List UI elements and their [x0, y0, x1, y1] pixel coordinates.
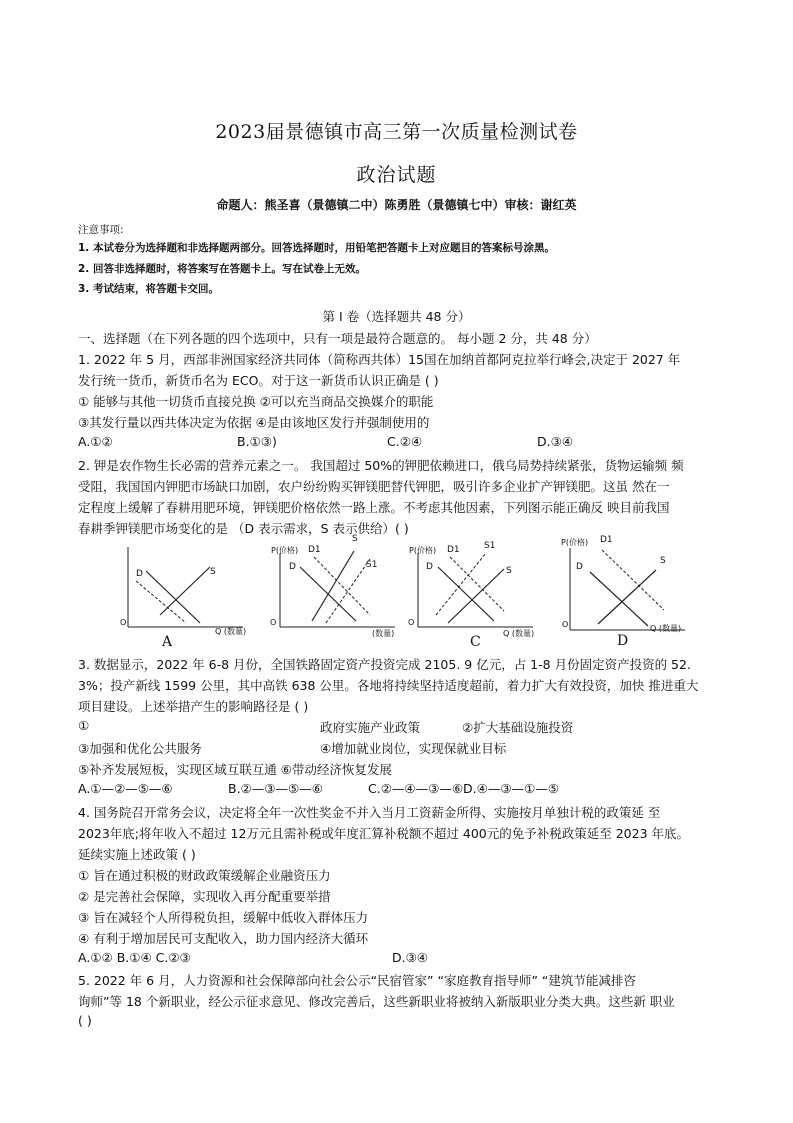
- q1-line-2: 发行统一货币，新货币名为 ECO。对于这一新货币认识正确是 ( ): [78, 373, 439, 388]
- q3-choice-5-6: ⑤补齐发展短板，实现区域互联互通 ⑥带动经济恢复发展: [78, 762, 392, 777]
- notice-item-1: 1. 本试卷分为选择题和非选择题两部分。回答选择题时，用铅笔把答题卡上对应题目的答案标号涂黑。: [78, 242, 555, 254]
- graph-c-label-s: S: [506, 566, 512, 576]
- graph-b-p-axis: P(价格): [271, 546, 299, 555]
- section-title: 第 I 卷（选择题共 48 分）: [322, 309, 471, 324]
- q3-choice-4: ④增加就业岗位，实现保就业目标: [320, 741, 507, 756]
- q1-option-c: C.②④: [387, 434, 423, 449]
- q1-line-1: 1. 2022 年 5 月，西部非洲国家经济共同体（简称西共体）15国在加纳首都阿克拉举行峰会,决定于 2027 年: [78, 352, 681, 367]
- exam-subtitle: 政治试题: [356, 164, 437, 186]
- q2-line-2: 受阻，我国国内钾肥市场缺口加剧，农户纷纷购买钾镁肥替代钾肥，吸引许多企业扩产钾镁肥。这虽 然在一: [78, 479, 670, 494]
- graph-a-letter: A: [162, 634, 173, 650]
- q4-line-2: 2023年底;将年收入不超过 12万元且需补税或年度汇算补税额不超过 400元的免予补税政策延至 2023 年底。: [78, 826, 689, 841]
- q3-option-c-d: C.②—④—③—⑥D.④—③—①—⑤: [368, 781, 559, 796]
- q4-choice-1: ① 旨在通过积极的财政政策缓解企业融资压力: [78, 868, 331, 883]
- q3-choice-1-text: 政府实施产业政策: [320, 720, 421, 735]
- notice-item-2: 2. 回答非选择题时，将答案写在答题卡上。写在试卷上无效。: [78, 263, 366, 275]
- notice-heading: 注意事项:: [78, 224, 124, 236]
- q2-line-4: 春耕季钾镁肥市场变化的是 （D 表示需求，S 表示供给）( ): [78, 521, 409, 536]
- graph-c-label-d: D: [426, 562, 433, 572]
- q3-choice-1-marker: ①: [78, 718, 90, 733]
- graph-b-q-axis: (数量): [372, 629, 395, 638]
- q1-option-d: D.③④: [537, 434, 574, 449]
- exam-title: 2023届景德镇市高三第一次质量检测试卷: [215, 121, 578, 143]
- graph-c-letter: C: [470, 634, 481, 650]
- graph-a-label-s: S: [210, 567, 216, 577]
- graph-c-q-axis: Q (数量): [503, 629, 535, 638]
- q5-line-1: 5. 2022 年 6 月，人力资源和社会保障部向社会公示“民宿管家” “家庭教育指导师” “建筑节能减排咨: [78, 973, 636, 988]
- q2-line-1: 2. 钾是农作物生长必需的营养元素之一。 我国超过 50%的钾肥依赖进口，俄乌局势持续紧张，货物运输频 频: [78, 458, 684, 473]
- graph-b-label-s1: S1: [366, 560, 378, 570]
- graph-c-origin: O: [408, 618, 415, 627]
- q4-line-3: 延续实施上述政策 ( ): [78, 847, 196, 862]
- q4-choice-3: ③ 旨在减轻个人所得税负担，缓解中低收入群体压力: [78, 910, 369, 925]
- graph-a-label-d: D: [136, 569, 143, 579]
- graph-d-p-axis: P(价格): [561, 538, 589, 547]
- q1-line-4: ③其发行量以西共体决定为依据 ④是由该地区发行并强制使用的: [78, 415, 430, 430]
- graph-b-label-d: D: [289, 562, 296, 572]
- q5-line-3: ( ): [78, 1013, 92, 1028]
- graph-b-label-s: S: [352, 534, 358, 544]
- q4-choice-2: ② 是完善社会保障，实现收入再分配重要举措: [78, 889, 331, 904]
- graph-d-label-s: S: [660, 556, 666, 566]
- q3-choice-2: ②扩大基础设施投资: [462, 720, 574, 735]
- graph-d-origin: O: [562, 620, 569, 629]
- authors-line: 命题人：熊圣喜（景德镇二中）陈勇胜（景德镇七中）审核：谢红英: [216, 198, 577, 212]
- q1-option-b: B.①③): [237, 434, 277, 449]
- q3-line-2: 3%；投产新线 1599 公里，其中高铁 638 公里。各地将持续坚持适度超前，着力扩大有效投资，加快 推进重大: [78, 678, 699, 693]
- graph-d-letter: D: [617, 633, 629, 649]
- q3-choice-3: ③加强和优化公共服务: [78, 741, 202, 756]
- graph-d-label-d1: D1: [600, 535, 613, 545]
- q3-line-3: 项目建设。上述举措产生的影响路径是 ( ): [78, 699, 309, 714]
- q4-option-d: D.③④: [392, 950, 429, 965]
- graph-a-origin: O: [120, 618, 127, 627]
- graph-c-label-d1: D1: [447, 545, 460, 555]
- section-instruction: 一、选择题（在下列各题的四个选项中，只有一项是最符合题意的。 每小题 2 分，共 48 分）: [78, 331, 597, 346]
- graph-a-q-axis: Q (数量): [215, 627, 247, 636]
- q5-line-2: 询师”等 18 个新职业，经公示征求意见、修改完善后，这些新职业将被纳入新版职业分类大典。这些新 职业: [78, 994, 675, 1009]
- q1-line-3: ① 能够与其他一切货币直接兑换 ②可以充当商品交换媒介的职能: [78, 394, 434, 409]
- q1-option-a: A.①②: [78, 434, 113, 449]
- graph-d-label-d: D: [576, 562, 583, 572]
- graph-d-q-axis: Q (数量): [650, 624, 682, 633]
- graph-c-p-axis: P(价格): [409, 546, 437, 555]
- q3-option-a: A.①—②—⑤—⑥: [78, 781, 173, 796]
- q2-line-3: 定程度上缓解了春耕用肥环境，钾镁肥价格依然一路上涨。不考虑其他因素，下列图示能正确反 映目前我国: [78, 500, 670, 515]
- graph-b-origin: O: [270, 618, 277, 627]
- notice-item-3: 3. 考试结束，将答题卡交回。: [78, 283, 219, 295]
- q4-options-abc: A.①② B.①④ C.②③: [78, 950, 191, 965]
- graph-b-label-d1: D1: [308, 545, 321, 555]
- q3-line-1: 3. 数据显示，2022 年 6-8 月份，全国铁路固定资产投资完成 2105. 9 亿元，占 1-8 月份固定资产投资的 52.: [78, 657, 691, 672]
- q3-option-b: B.②—③—⑤—⑥: [228, 781, 323, 796]
- graph-c-label-s1: S1: [484, 541, 496, 551]
- q4-choice-4: ④ 有利于增加居民可支配收入，助力国内经济大循环: [78, 931, 369, 946]
- q4-line-1: 4. 国务院召开常务会议，决定将全年一次性奖金不并入当月工资薪金所得、实施按月单独计税的政策延 至: [78, 805, 661, 820]
